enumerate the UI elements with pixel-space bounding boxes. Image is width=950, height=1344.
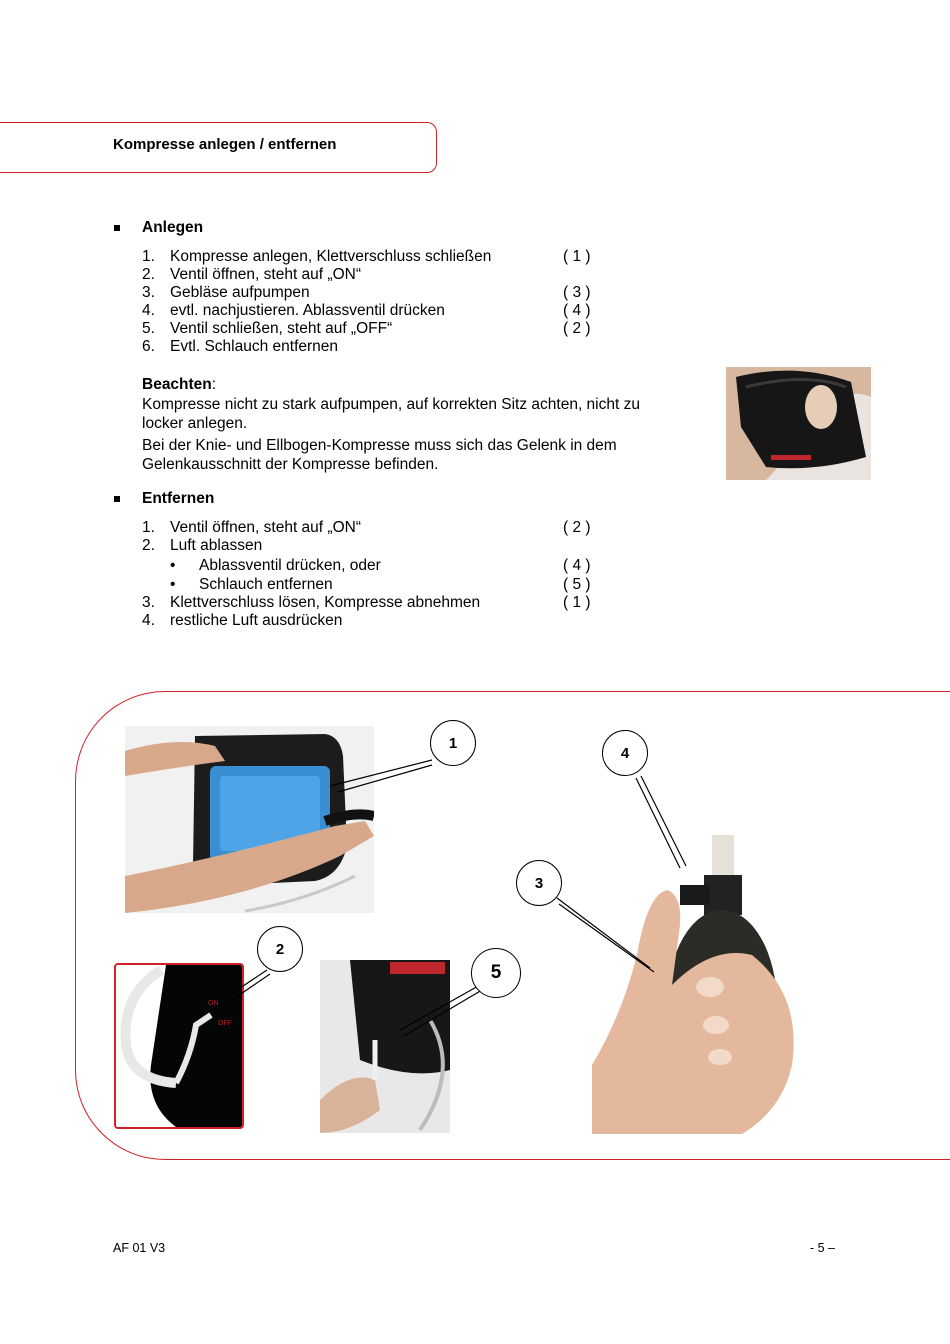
- svg-text:ON: ON: [208, 1000, 219, 1007]
- document-id: AF 01 V3: [113, 1241, 166, 1255]
- svg-text:OFF: OFF: [218, 1020, 232, 1027]
- list-item: 1. Kompresse anlegen, Klettverschluss schließen: [142, 248, 492, 265]
- list-item: 3. Klettverschluss lösen, Kompresse abnehmen: [142, 594, 481, 611]
- list-item: 2. Luft ablassen: [142, 537, 263, 554]
- callout-1: 1: [430, 720, 476, 766]
- callout-5: 5: [471, 948, 521, 998]
- reference-label: ( 2 ): [563, 519, 591, 536]
- list-item: 1. Ventil öffnen, steht auf „ON“: [142, 519, 361, 536]
- callout-4: 4: [602, 730, 648, 776]
- entfernen-heading: Entfernen: [142, 490, 215, 507]
- reference-label: ( 1 ): [563, 594, 591, 611]
- list-item: 6. Evtl. Schlauch entfernen: [142, 338, 339, 355]
- anlegen-heading: Anlegen: [142, 219, 204, 236]
- reference-label: ( 4 ): [563, 302, 591, 319]
- reference-label: ( 2 ): [563, 320, 591, 337]
- reference-label: ( 1 ): [563, 248, 591, 265]
- list-item: 4. restliche Luft ausdrücken: [142, 612, 343, 629]
- page-number: - 5 –: [810, 1241, 836, 1255]
- list-item: 3. Gebläse aufpumpen: [142, 284, 310, 301]
- sub-list-item: • Ablassventil drücken, oder: [170, 557, 381, 574]
- reference-label: ( 4 ): [563, 557, 591, 574]
- sub-list-item: • Schlauch entfernen: [170, 576, 333, 593]
- beachten-paragraph-2: Bei der Knie- und Ellbogen-Kompresse muss sich das Gelenk in dem Gelenkausschnitt der Kompresse befinden.: [142, 437, 617, 473]
- callout-2: 2: [257, 926, 303, 972]
- reference-label: ( 5 ): [563, 576, 591, 593]
- reference-label: ( 3 ): [563, 284, 591, 301]
- list-item: 5. Ventil schließen, steht auf „OFF“: [142, 320, 393, 337]
- page-title: Kompresse anlegen / entfernen: [113, 136, 337, 153]
- list-item: 2. Ventil öffnen, steht auf „ON“: [142, 266, 361, 283]
- beachten-label: Beachten:: [142, 376, 217, 393]
- beachten-paragraph-1: Kompresse nicht zu stark aufpumpen, auf korrekten Sitz achten, nicht zu locker anlegen.: [142, 396, 640, 432]
- list-item: 4. evtl. nachjustieren. Ablassventil drücken: [142, 302, 445, 319]
- callout-3: 3: [516, 860, 562, 906]
